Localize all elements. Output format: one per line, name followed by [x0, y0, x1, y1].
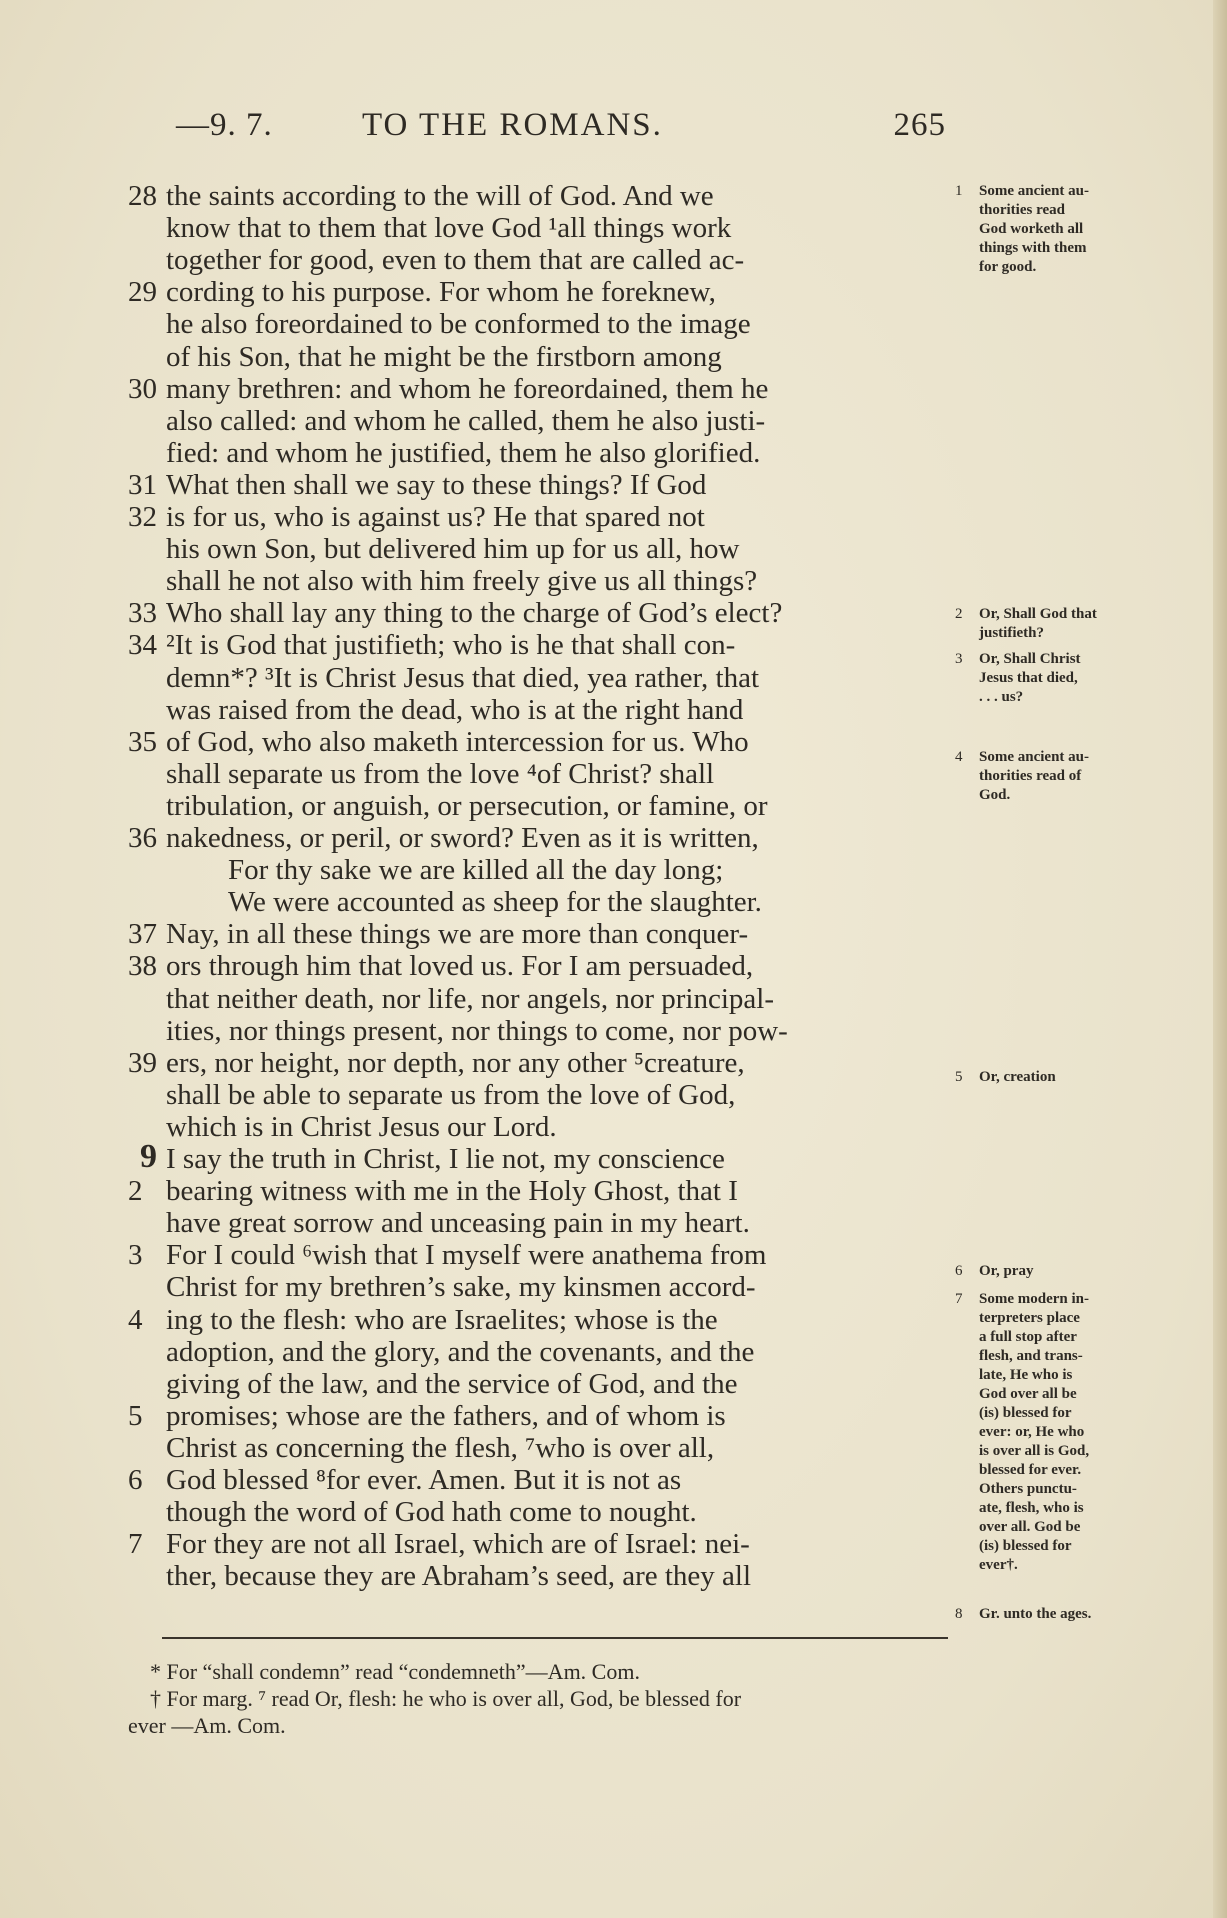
text-line [128, 629, 950, 661]
text-line [128, 694, 950, 726]
text-line [128, 854, 950, 886]
verse-text: Nay, in all these things we are more than conquer- [166, 918, 749, 950]
text-line [128, 822, 950, 854]
margin-note-line: things with them [979, 240, 1087, 256]
verse-number: 4 [128, 1304, 143, 1336]
verse-number: 36 [128, 822, 157, 854]
text-line [128, 790, 950, 822]
margin-note-number: 1 [955, 183, 963, 199]
text-line [128, 1432, 950, 1464]
verse-text: tribulation, or anguish, or persecution, or famine, or [166, 790, 768, 822]
text-line [128, 565, 950, 597]
text-line [128, 1207, 950, 1239]
text-line [128, 1271, 950, 1303]
text-line [128, 341, 950, 373]
verse-number: 32 [128, 501, 157, 533]
text-line [128, 1079, 950, 1111]
text-line [128, 726, 950, 758]
text-line [128, 918, 950, 950]
margin-note-text [979, 182, 1169, 277]
footnote-line: * For “shall condemn” read “condemneth”—Am. Com. [150, 1659, 640, 1684]
verse-text: Who shall lay any thing to the charge of God’s elect? [166, 597, 783, 629]
text-line [128, 1560, 950, 1592]
verse-number: 3 [128, 1239, 143, 1271]
verse-text: his own Son, but delivered him up for us all, how [166, 533, 740, 565]
verse-number: 31 [128, 469, 157, 501]
margin-note-line: justifieth? [979, 625, 1044, 641]
text-line [128, 405, 950, 437]
verse-number: 7 [128, 1528, 143, 1560]
text-line [128, 1111, 950, 1143]
margin-note-number: 7 [955, 1291, 963, 1307]
margin-note-line: God over all be [979, 1386, 1077, 1402]
margin-note-line: Or, creation [979, 1069, 1056, 1085]
verse-number: 5 [128, 1400, 143, 1432]
text-line [128, 244, 950, 276]
margin-note-line: over all. God be [979, 1519, 1081, 1535]
verse-text: What then shall we say to these things? If God [166, 469, 707, 501]
text-line [128, 1528, 950, 1560]
text-line [128, 1304, 950, 1336]
margin-note-line: Or, Shall God that [979, 606, 1097, 622]
verse-number: 29 [128, 276, 157, 308]
margin-note-line: thorities read [979, 202, 1065, 218]
verse-text: For I could ⁶wish that I myself were anathema from [166, 1239, 767, 1271]
margin-note-text [979, 1262, 1169, 1281]
text-line [128, 1015, 950, 1047]
text-line [128, 597, 950, 629]
margin-note-line: (is) blessed for [979, 1538, 1072, 1554]
margin-note-number: 8 [955, 1606, 963, 1622]
verse-number: 33 [128, 597, 157, 629]
margin-note-line: God. [979, 787, 1011, 803]
page-number: 265 [893, 107, 946, 143]
footnote-line: ever —Am. Com. [128, 1713, 286, 1738]
text-line [128, 373, 950, 405]
text-line [128, 1175, 950, 1207]
margin-note-line: flesh, and trans- [979, 1348, 1083, 1364]
margin-note-line: ever: or, He who [979, 1424, 1085, 1440]
text-line [128, 886, 950, 918]
verse-text: he also foreordained to be conformed to the image [166, 308, 751, 340]
margin-note-line: Or, pray [979, 1263, 1034, 1279]
verse-text: the saints according to the will of God. And we [166, 180, 714, 212]
text-line [128, 1496, 950, 1528]
verse-text: shall separate us from the love ⁴of Christ? shall [166, 758, 715, 790]
verse-text: though the word of God hath come to nought. [166, 1496, 697, 1528]
text-line [128, 276, 950, 308]
verse-text: For they are not all Israel, which are of Israel: nei- [166, 1528, 750, 1560]
verse-text: ther, because they are Abraham’s seed, are they all [166, 1560, 752, 1592]
margin-note-line: ever†. [979, 1557, 1018, 1573]
text-line [128, 1400, 950, 1432]
verse-text: that neither death, nor life, nor angels, nor principal- [166, 983, 774, 1015]
margin-note-line: thorities read of [979, 768, 1082, 784]
verse-text: have great sorrow and unceasing pain in my heart. [166, 1207, 750, 1239]
text-line [128, 662, 950, 694]
margin-note-line: for good. [979, 259, 1037, 275]
verse-text: many brethren: and whom he foreordained, them he [166, 373, 769, 405]
verse-text: together for good, even to them that are called ac- [166, 244, 745, 276]
text-line [128, 533, 950, 565]
text-line [128, 758, 950, 790]
margin-note-text [979, 650, 1169, 707]
verse-number: 37 [128, 918, 157, 950]
margin-note-text [979, 1068, 1169, 1087]
margin-note-text [979, 605, 1169, 643]
chapter-verse-ref: —9. 7. [176, 107, 273, 143]
margin-note-line: terpreters place [979, 1310, 1080, 1326]
margin-note-line: Some modern in- [979, 1291, 1089, 1307]
text-line [128, 212, 950, 244]
running-header [166, 107, 946, 153]
text-line [128, 180, 950, 212]
margin-note-line: Jesus that died, [979, 670, 1078, 686]
margin-note-line: a full stop after [979, 1329, 1077, 1345]
verse-text: fied: and whom he justified, them he also glorified. [166, 437, 761, 469]
text-line [128, 469, 950, 501]
verse-text: I say the truth in Christ, I lie not, my conscience [166, 1143, 725, 1175]
verse-number: 30 [128, 373, 157, 405]
poetry-line: For thy sake we are killed all the day long; [228, 854, 724, 886]
margin-note-line: blessed for ever. [979, 1462, 1082, 1478]
verse-text: also called: and whom he called, them he also justi- [166, 405, 766, 437]
margin-note-line: Gr. unto the ages. [979, 1606, 1092, 1622]
verse-text: promises; whose are the fathers, and of whom is [166, 1400, 726, 1432]
verse-text: was raised from the dead, who is at the right hand [166, 694, 744, 726]
verse-text: is for us, who is against us? He that spared not [166, 501, 705, 533]
verse-text: Christ for my brethren’s sake, my kinsmen accord- [166, 1271, 756, 1303]
verse-text: shall he not also with him freely give us all things? [166, 565, 758, 597]
verse-number: 2 [128, 1175, 143, 1207]
margin-note-number: 5 [955, 1069, 963, 1085]
verse-text: ers, nor height, nor depth, nor any other ⁵creature, [166, 1047, 745, 1079]
verse-text: which is in Christ Jesus our Lord. [166, 1111, 557, 1143]
text-line [128, 308, 950, 340]
footnote-line: † For marg. ⁷ read Or, flesh: he who is over all, God, be blessed for [150, 1686, 742, 1711]
text-line [128, 1464, 950, 1496]
margin-note-text [979, 748, 1169, 805]
footnote-divider [162, 1637, 948, 1639]
margin-note-text [979, 1605, 1169, 1624]
text-line [128, 950, 950, 982]
verse-number: 39 [128, 1047, 157, 1079]
text-line [128, 501, 950, 533]
poetry-line: We were accounted as sheep for the slaughter. [228, 886, 762, 918]
margin-note-line: is over all is God, [979, 1443, 1090, 1459]
verse-text: shall be able to separate us from the love of God, [166, 1079, 736, 1111]
margin-note-text [979, 1290, 1169, 1575]
text-line [128, 983, 950, 1015]
verse-text: giving of the law, and the service of God, and the [166, 1368, 738, 1400]
verse-number: 38 [128, 950, 157, 982]
verse-text: know that to them that love God ¹all things work [166, 212, 732, 244]
margin-note-line: . . . us? [979, 689, 1024, 705]
verse-text: ing to the flesh: who are Israelites; whose is the [166, 1304, 718, 1336]
verse-text: of his Son, that he might be the firstborn among [166, 341, 722, 373]
margin-note-line: Or, Shall Christ [979, 651, 1081, 667]
margin-note-line: Some ancient au- [979, 749, 1089, 765]
margin-note-number: 3 [955, 651, 963, 667]
verse-text: ors through him that loved us. For I am persuaded, [166, 950, 754, 982]
verse-text: Christ as concerning the flesh, ⁷who is over all, [166, 1432, 715, 1464]
margin-note-number: 6 [955, 1263, 963, 1279]
verse-text: adoption, and the glory, and the covenants, and the [166, 1336, 755, 1368]
margin-note-line: Some ancient au- [979, 183, 1089, 199]
text-line [128, 437, 950, 469]
verse-text: bearing witness with me in the Holy Ghost, that I [166, 1175, 738, 1207]
text-line [128, 1047, 950, 1079]
margin-note-line: ate, flesh, who is [979, 1500, 1084, 1516]
verse-number: 34 [128, 629, 157, 661]
text-line [128, 1368, 950, 1400]
verse-text: ²It is God that justifieth; who is he that shall con- [166, 629, 736, 661]
margin-note-line: late, He who is [979, 1367, 1073, 1383]
text-line [128, 1138, 950, 1175]
verse-text: of God, who also maketh intercession for us. Who [166, 726, 749, 758]
margin-note-number: 4 [955, 749, 963, 765]
verse-text: cording to his purpose. For whom he foreknew, [166, 276, 716, 308]
text-line [128, 1336, 950, 1368]
verse-text: God blessed ⁸for ever. Amen. But it is not as [166, 1464, 682, 1496]
book-title: TO THE ROMANS. [362, 107, 663, 143]
verse-number: 6 [128, 1464, 143, 1496]
margin-note-line: Others punctu- [979, 1481, 1077, 1497]
verse-number: 28 [128, 180, 157, 212]
margin-note-line: (is) blessed for [979, 1405, 1072, 1421]
verse-text: ities, nor things present, nor things to come, nor pow- [166, 1015, 788, 1047]
verse-text: demn*? ³It is Christ Jesus that died, yea rather, that [166, 662, 760, 694]
verse-text: nakedness, or peril, or sword? Even as it is written, [166, 822, 759, 854]
margin-note-line: God worketh all [979, 221, 1084, 237]
chapter-number: 9 [140, 1138, 157, 1175]
text-line [128, 1239, 950, 1271]
margin-note-number: 2 [955, 606, 963, 622]
verse-number: 35 [128, 726, 157, 758]
page-edge [1213, 0, 1227, 1918]
